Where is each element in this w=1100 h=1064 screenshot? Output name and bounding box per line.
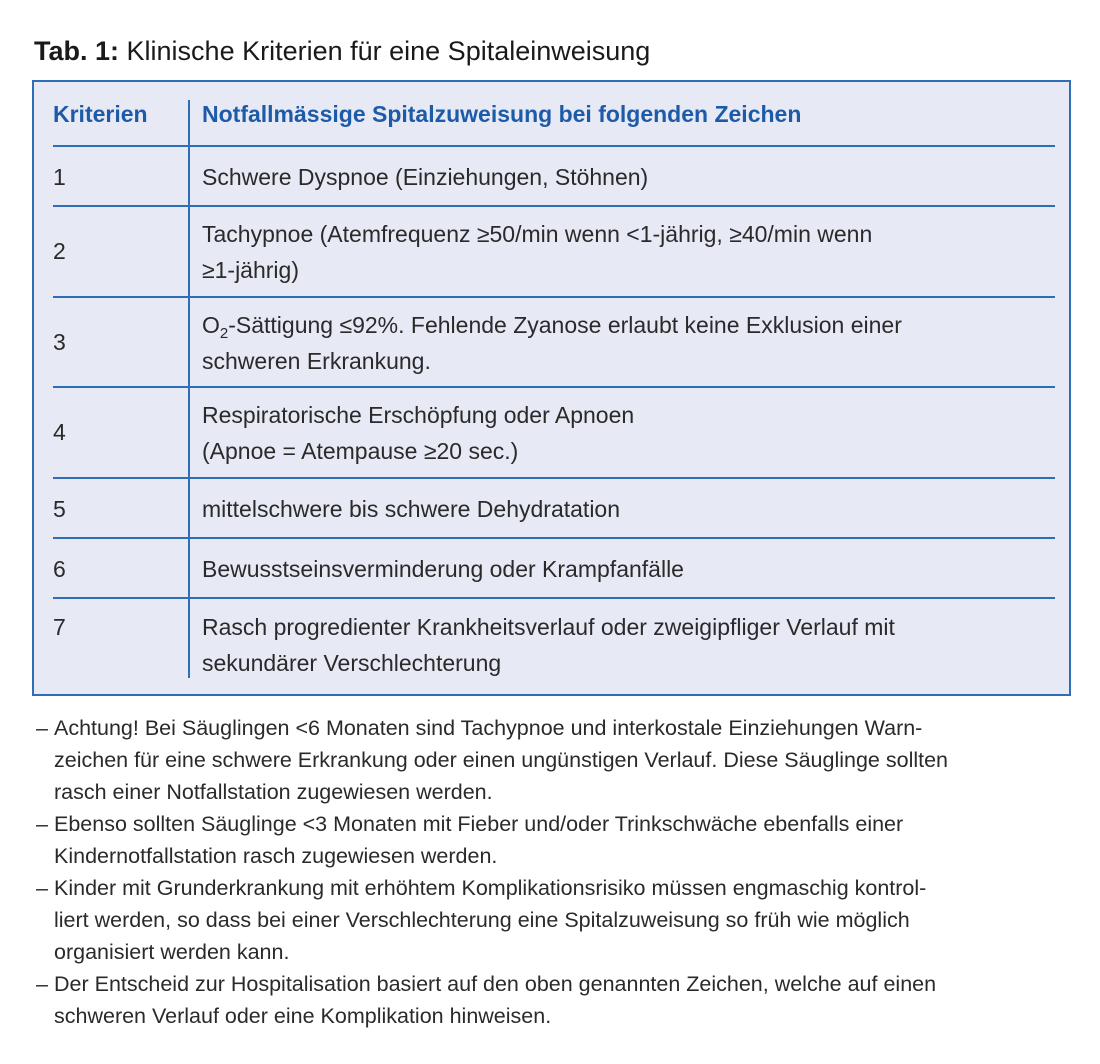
footnotes-list — [36, 712, 1066, 1032]
row-6-number: 6 — [53, 556, 66, 582]
row-3-text: $O_2$-Sättigung ≤92%. Fehlende Zyanose erlaubt keine Exklusion einer schweren Erkrankung. — [202, 312, 902, 374]
header-divider — [53, 145, 1055, 147]
criteria-table — [32, 80, 1071, 696]
footnote-item: – Achtung! Bei Säuglingen <6 Monaten sind Tachypnoe und interkostale Einziehungen Warn- zeichen für eine schwere Erkrankung oder einen ungünstigen Verlauf. Diese Säuglinge sollten rasch einer Notfallstation zugewiesen werden. — [36, 712, 1066, 808]
row-divider — [53, 205, 1055, 207]
row-divider — [53, 386, 1055, 388]
dash-bullet-icon: – — [36, 812, 48, 836]
row-1-number: 1 — [53, 164, 66, 190]
footnote-item: – Der Entscheid zur Hospitalisation basiert auf den oben genannten Zeichen, welche auf einen schweren Verlauf oder eine Komplikation hinweisen. — [36, 968, 1066, 1032]
row-5-number: 5 — [53, 496, 66, 522]
row-divider — [53, 477, 1055, 479]
row-divider — [53, 296, 1055, 298]
column-divider — [188, 100, 190, 678]
row-divider — [53, 597, 1055, 599]
row-2-number: 2 — [53, 238, 66, 264]
row-2-text: Tachypnoe (Atemfrequenz ≥50/min wenn <1-jährig, ≥40/min wenn ≥1-jährig) — [202, 221, 873, 283]
row-1-text: Schwere Dyspnoe (Einziehungen, Stöhnen) — [202, 164, 649, 190]
dash-bullet-icon: – — [36, 972, 48, 996]
header-criteria: Kriterien — [53, 101, 148, 127]
row-7-text: Rasch progredienter Krankheitsverlauf oder zweigipfliger Verlauf mit sekundärer Verschlechterung — [202, 614, 895, 676]
row-4-number: 4 — [53, 419, 66, 445]
row-4-text: Respiratorische Erschöpfung oder Apnoen (Apnoe = Atempause ≥20 sec.) — [202, 402, 635, 464]
table-caption — [34, 36, 650, 67]
header-signs: Notfallmässige Spitalzuweisung bei folgenden Zeichen — [202, 101, 802, 127]
dash-bullet-icon: – — [36, 876, 48, 900]
row-divider — [53, 537, 1055, 539]
caption-title: Klinische Kriterien für eine Spitaleinweisung — [126, 36, 651, 66]
dash-bullet-icon: – — [36, 716, 48, 740]
footnote-item: – Ebenso sollten Säuglinge <3 Monaten mit Fieber und/oder Trinkschwäche ebenfalls einer Kindernotfallstation rasch zugewiesen werden. — [36, 808, 1066, 872]
caption-label: Tab. 1: — [34, 36, 120, 66]
row-3-number: 3 — [53, 329, 66, 355]
row-5-text: mittelschwere bis schwere Dehydratation — [202, 496, 621, 522]
row-6-text: Bewusstseinsverminderung oder Krampfanfälle — [202, 556, 684, 582]
footnote-item: – Kinder mit Grunderkrankung mit erhöhtem Komplikationsrisiko müssen engmaschig kontrol- liert werden, so dass bei einer Verschlechterung eine Spitalzuweisung so früh wie möglich organisiert werden kann. — [36, 872, 1066, 968]
row-7-number: 7 — [53, 614, 66, 640]
